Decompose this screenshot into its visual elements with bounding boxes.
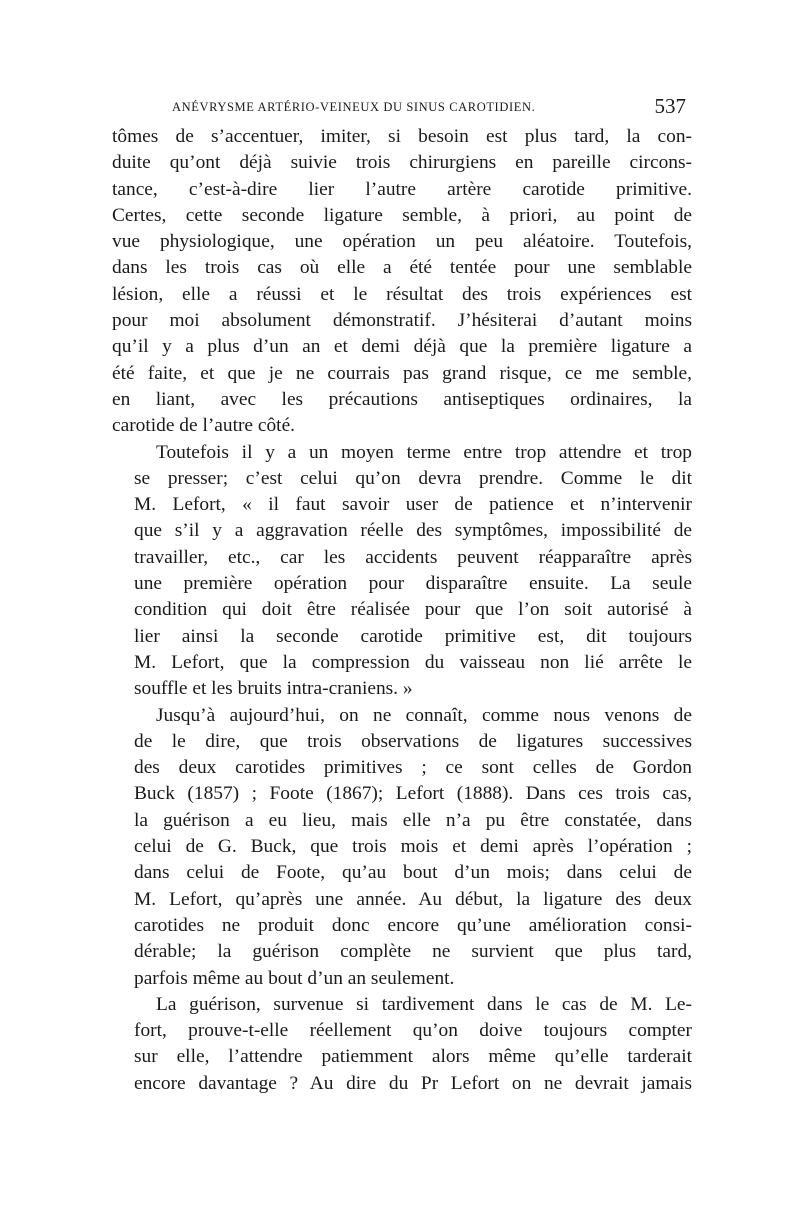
text-line: carotide de l’autre côté.: [112, 415, 296, 437]
paragraph-3: [112, 703, 692, 992]
text-line: M. Lefort, « il faut savoir user de patience et n’intervenir: [134, 494, 692, 516]
text-line: été faite, et que je ne courrais pas grand risque, ce me semble,: [112, 362, 692, 384]
text-line: dans les trois cas où elle a été tentée pour une semblable: [112, 257, 692, 279]
text-line: Jusqu’à aujourd’hui, on ne connaît, comme nous venons de: [156, 704, 692, 726]
text-line: vue physiologique, une opération un peu aléatoire. Toutefois,: [112, 231, 692, 253]
text-line: encore davantage ? Au dire du Pr Lefort on ne devrait jamais: [134, 1072, 692, 1094]
text-line: Toutefois il y a un moyen terme entre trop attendre et trop: [156, 441, 692, 463]
text-line: Certes, cette seconde ligature semble, à priori, au point de: [112, 204, 692, 226]
book-page: [112, 92, 692, 1097]
text-line: pour moi absolument démonstratif. J’hésiterai d’autant moins: [112, 310, 692, 332]
text-line: Buck (1857) ; Foote (1867); Lefort (1888). Dans ces trois cas,: [134, 783, 692, 805]
text-line: M. Lefort, qu’après une année. Au début, la ligature des deux: [134, 888, 692, 910]
text-line: lésion, elle a réussi et le résultat des trois expériences est: [112, 283, 692, 305]
text-line: lier ainsi la seconde carotide primitive est, dit toujours: [134, 625, 692, 647]
text-line: condition qui doit être réalisée pour que l’on soit autorisé à: [134, 599, 692, 621]
text-line: celui de G. Buck, que trois mois et demi après l’opération ;: [134, 836, 692, 858]
text-line: en liant, avec les précautions antiseptiques ordinaires, la: [112, 388, 692, 410]
text-line: carotides ne produit donc encore qu’une amélioration consi-: [134, 914, 692, 936]
text-line: tance, c’est-à-dire lier l’autre artère carotide primitive.: [112, 178, 692, 200]
text-line: tômes de s’accentuer, imiter, si besoin est plus tard, la con-: [112, 126, 692, 147]
paragraph-4: [112, 992, 692, 1097]
text-line: M. Lefort, que la compression du vaisseau non lié arrête le: [134, 651, 692, 673]
text-line: duite qu’ont déjà suivie trois chirurgiens en pareille circons-: [112, 152, 692, 174]
paragraph-1: [112, 124, 692, 440]
running-head: [112, 92, 692, 124]
text-line: qu’il y a plus d’un an et demi déjà que la première ligature a: [112, 336, 692, 358]
text-line: parfois même au bout d’un an seulement.: [134, 967, 455, 989]
text-line: fort, prouve-t-elle réellement qu’on doive toujours compter: [134, 1020, 692, 1042]
page-number: 537: [654, 94, 686, 118]
text-line: dérable; la guérison complète ne survient que plus tard,: [134, 941, 692, 963]
text-line: la guérison a eu lieu, mais elle n’a pu être constatée, dans: [134, 809, 692, 831]
text-line: souffle et les bruits intra-craniens. »: [134, 678, 413, 700]
paragraph-2: [112, 440, 692, 703]
body-text: [112, 124, 692, 1097]
text-line: de le dire, que trois observations de ligatures successives: [134, 730, 692, 752]
text-line: des deux carotides primitives ; ce sont celles de Gordon: [134, 757, 692, 779]
text-line: que s’il y a aggravation réelle des symptômes, impossibilité de: [134, 520, 692, 542]
text-line: travailler, etc., car les accidents peuvent réapparaître après: [134, 546, 692, 568]
text-line: La guérison, survenue si tardivement dans le cas de M. Le-: [156, 993, 692, 1015]
text-line: se presser; c’est celui qu’on devra prendre. Comme le dit: [134, 467, 692, 489]
text-line: dans celui de Foote, qu’au bout d’un mois; dans celui de: [134, 862, 692, 884]
text-line: sur elle, l’attendre patiemment alors même qu’elle tarderait: [134, 1046, 692, 1068]
running-title: ANÉVRYSME ARTÉRIO-VEINEUX DU SINUS CAROTIDIEN.: [172, 100, 536, 114]
text-line: une première opération pour disparaître ensuite. La seule: [134, 573, 692, 595]
